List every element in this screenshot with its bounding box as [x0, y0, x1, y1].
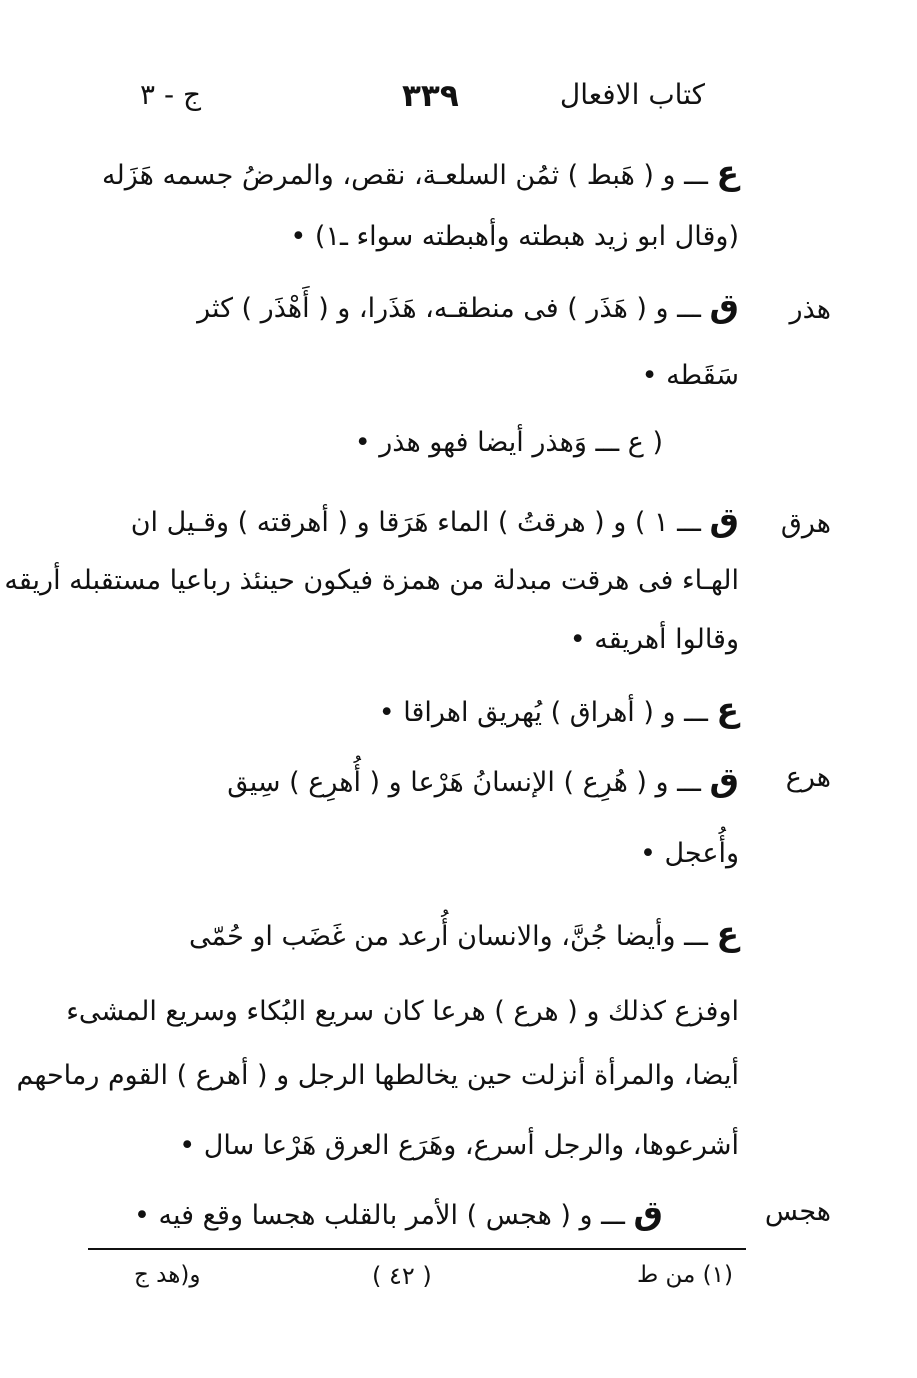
text-line — [17, 1060, 739, 1091]
line-text: أشرعوها، والرجل أسرع، وهَرَع العرق هَرْعا سال • — [179, 1130, 739, 1161]
text-line — [134, 1193, 663, 1232]
line-text: وأُعجل • — [639, 838, 739, 869]
line-text: اوفزع كذلك و ( هرع ) هرعا كان سريع البُكاء وسريع المشىء — [66, 996, 739, 1027]
text-line — [355, 427, 663, 458]
text-line — [179, 1130, 739, 1161]
text-line — [189, 914, 739, 953]
line-text: ( ع ـــ وَهذر أيضا فهو هذر • — [354, 427, 663, 458]
line-text: أيضا، والمرأة أنزلت حين يخالطها الرجل و ( أهرع ) القوم رماحهم — [16, 1060, 739, 1091]
line-text: وقالوا أهريقه • — [569, 624, 739, 655]
text-line — [131, 500, 739, 539]
line-text: ـــ و ( أهراق ) يُهريق اهراقا • — [378, 697, 708, 728]
page-number: ٣٣٩ — [402, 78, 459, 114]
entry-marker: ع — [716, 153, 739, 192]
text-line — [640, 838, 739, 869]
line-text: ـــ و ( هجس ) الأمر بالقلب هجسا وقع فيه • — [134, 1200, 625, 1231]
text-line — [227, 760, 739, 799]
margin-entry-haraq: هرق — [780, 508, 831, 539]
text-line — [642, 360, 739, 391]
sheet-number: ( ٤٢ ) — [372, 1262, 432, 1290]
footnote: (١) من ط — [636, 1262, 733, 1288]
entry-marker: ق — [633, 1193, 663, 1232]
volume-label: ج - ٣ — [140, 78, 202, 111]
entry-marker: ع — [716, 690, 739, 729]
margin-entry-hara: هرع — [785, 762, 831, 793]
entry-marker: ق — [709, 500, 739, 539]
text-line — [570, 624, 739, 655]
line-text: ـــ و ( هَبط ) ثمُن السلعـة، نقص، والمرضُ جسمه هَزَله — [102, 160, 708, 191]
margin-entry-hajas: هجس — [764, 1196, 831, 1227]
footnote-divider — [88, 1248, 746, 1250]
text-line — [66, 996, 739, 1027]
signature-mark: و(هد ج — [134, 1262, 201, 1288]
margin-entry-hadhar: هذر — [789, 294, 831, 325]
line-text: ـــ وأيضا جُنَّ، والانسان أُرعد من غَضَب او حُمّى — [188, 921, 708, 952]
line-text: ـــ و ( هُرِع ) الإنسانُ هَرْعا و ( أُهرِع ) سِيق — [227, 767, 701, 798]
text-line — [4, 565, 739, 596]
text-line — [290, 221, 739, 252]
line-text: ـــ ١ ) و ( هرقتُ ) الماء هَرَقا و ( أهرقته ) وقـيل ان — [130, 507, 701, 538]
text-line — [197, 286, 739, 325]
line-text: الهـاء فى هرقت مبدلة من همزة فيكون حينئذ رباعيا مستقبله أريقه — [4, 565, 739, 596]
book-title: كتاب الافعال — [559, 78, 705, 111]
text-line — [379, 690, 739, 729]
entry-marker: ع — [716, 914, 739, 953]
line-text: (وقال ابو زيد هبطته وأهبطته سواء ـ١) • — [290, 221, 739, 252]
entry-marker: ق — [709, 286, 739, 325]
entry-marker: ق — [709, 760, 739, 799]
text-line — [102, 153, 739, 192]
line-text: ـــ و ( هَذَر ) فى منطقـه، هَذَرا، و ( أَهْذَر ) كثر — [197, 293, 701, 324]
line-text: سَقَطه • — [641, 360, 739, 391]
